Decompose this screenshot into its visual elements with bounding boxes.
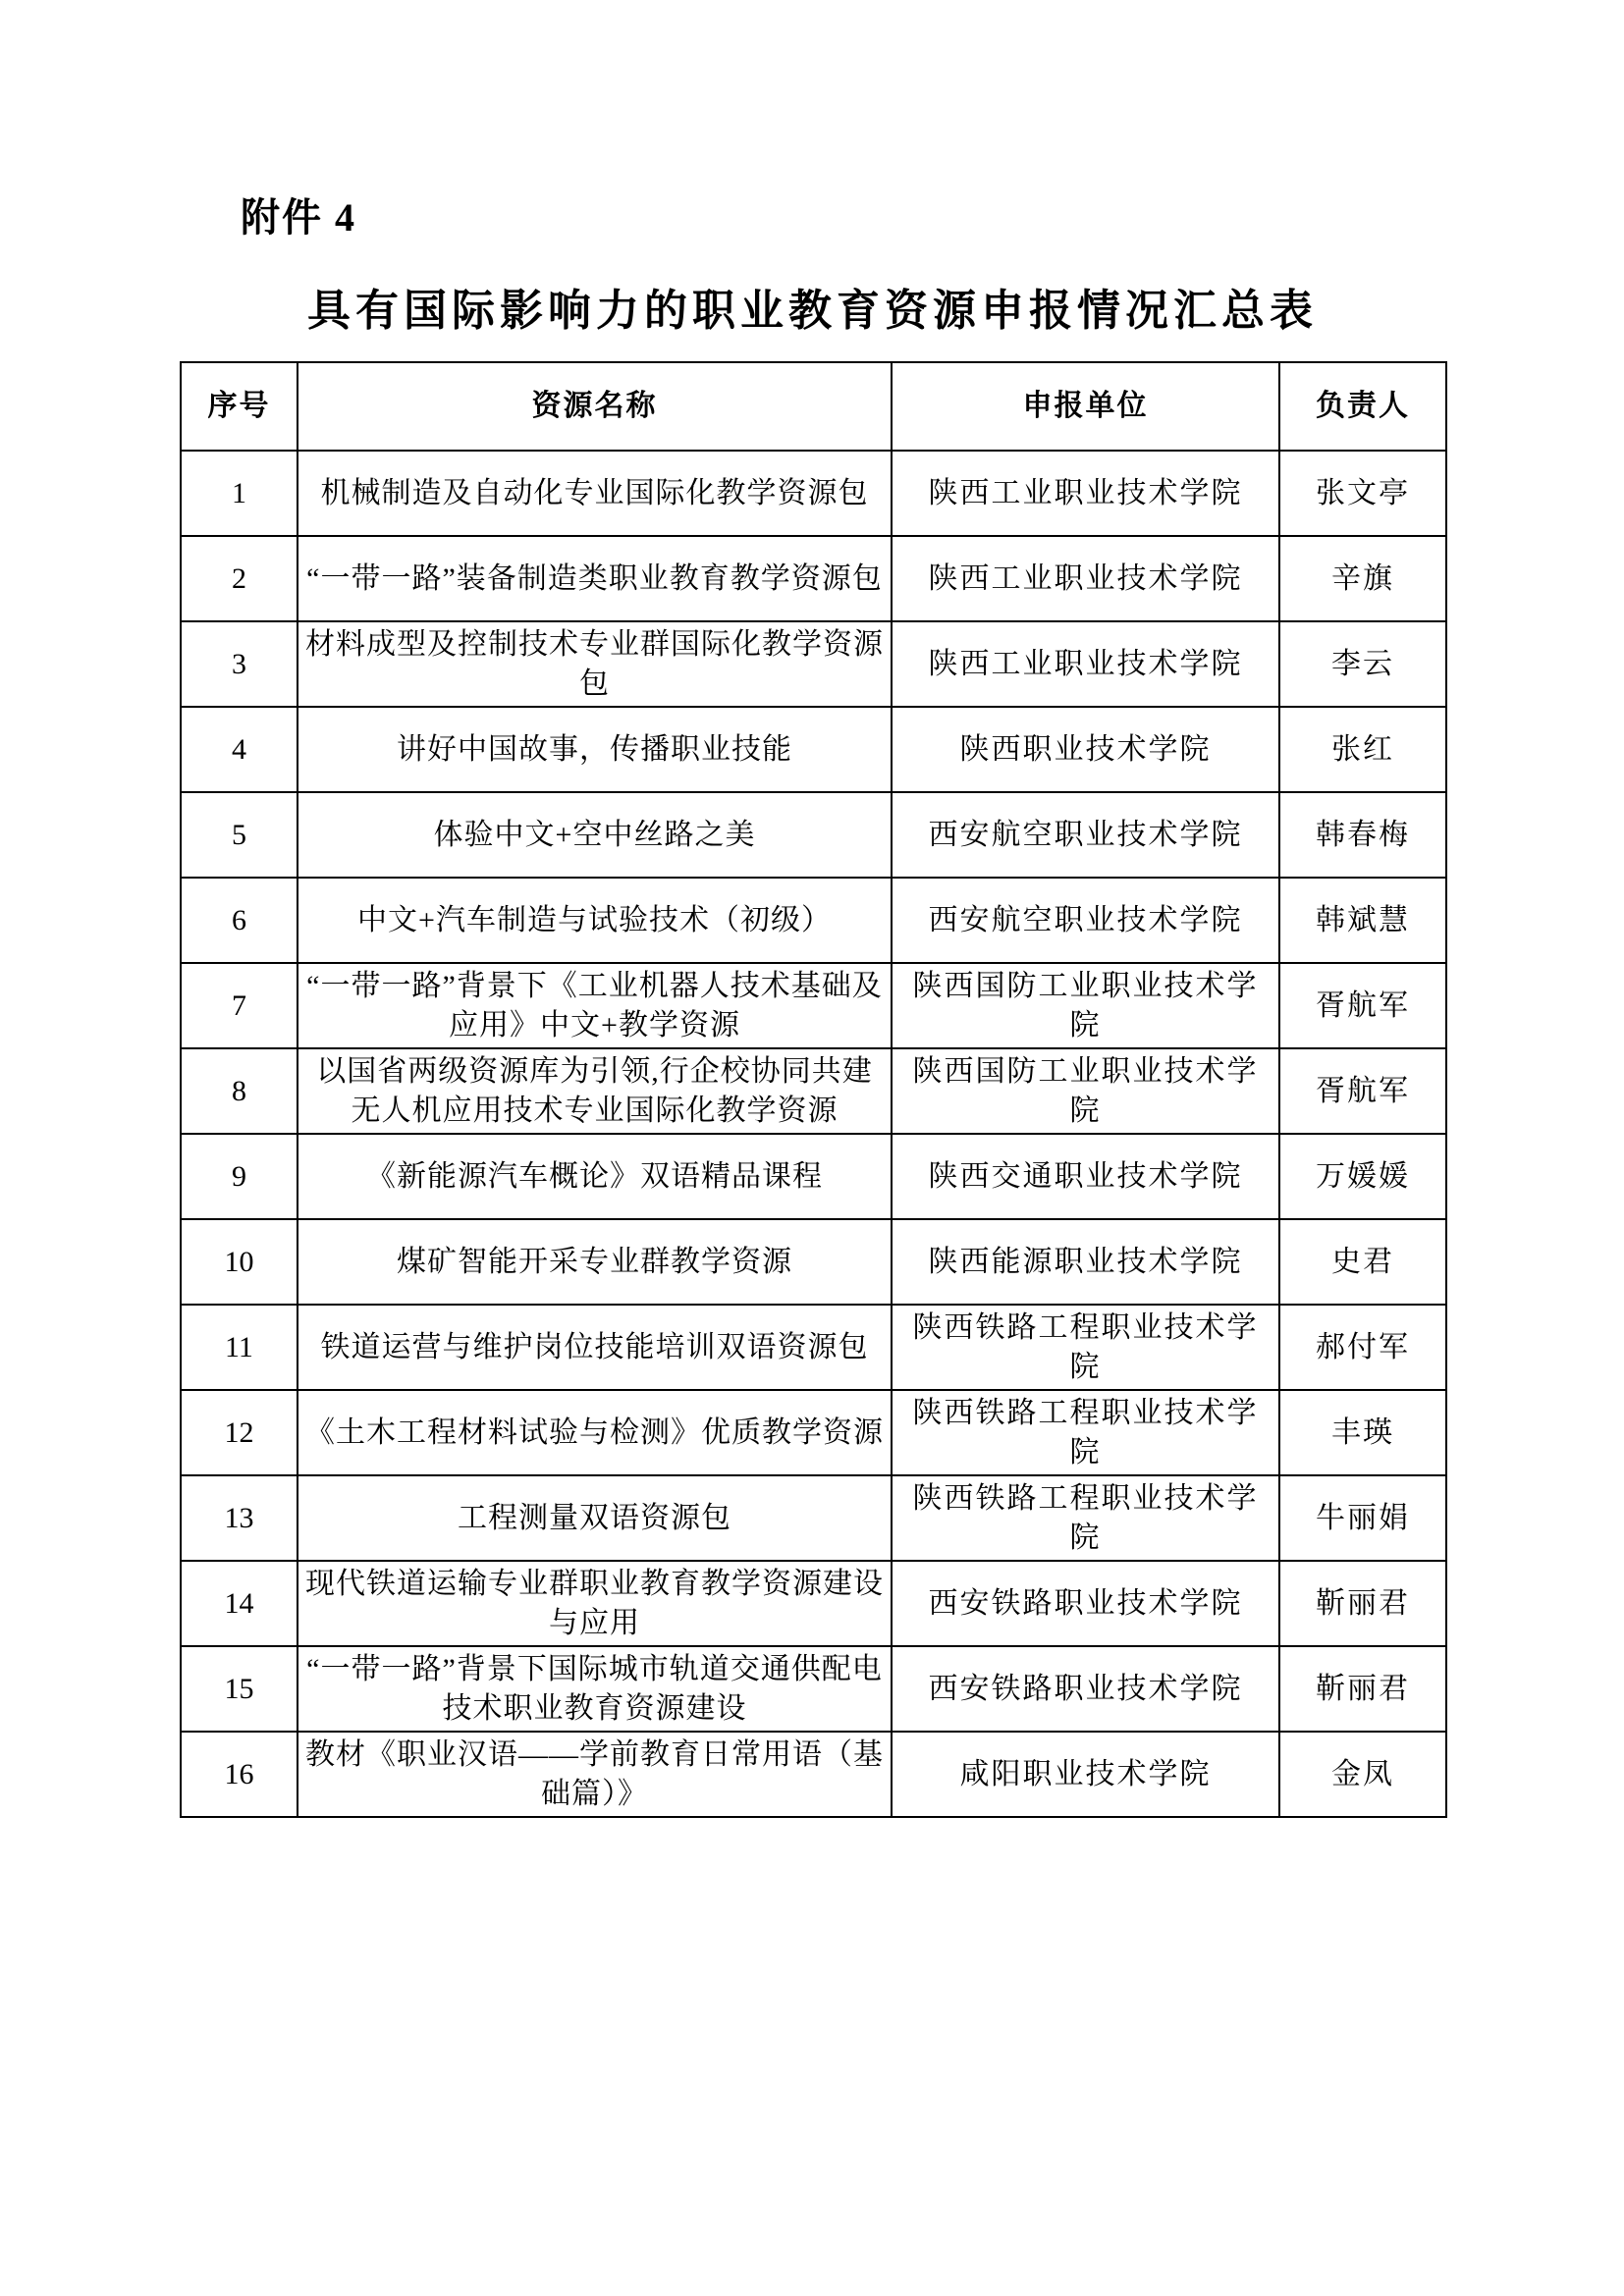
table-row bbox=[181, 1390, 1446, 1475]
column-header-person: 负责人 bbox=[1279, 362, 1446, 451]
cell-person: 辛旗 bbox=[1279, 536, 1446, 621]
cell-name: 体验中文+空中丝路之美 bbox=[298, 792, 892, 878]
summary-table bbox=[180, 361, 1447, 1818]
page-title: 具有国际影响力的职业教育资源申报情况汇总表 bbox=[307, 287, 1318, 335]
cell-no: 5 bbox=[181, 792, 298, 878]
table-row bbox=[181, 1134, 1446, 1219]
cell-person: 张文亭 bbox=[1279, 451, 1446, 536]
cell-unit: 西安铁路职业技术学院 bbox=[892, 1646, 1279, 1732]
cell-unit: 陕西职业技术学院 bbox=[892, 707, 1279, 792]
cell-unit: 咸阳职业技术学院 bbox=[892, 1732, 1279, 1817]
cell-no: 11 bbox=[181, 1305, 298, 1390]
cell-unit: 陕西铁路工程职业技术学院 bbox=[892, 1305, 1279, 1390]
cell-unit: 陕西工业职业技术学院 bbox=[892, 451, 1279, 536]
cell-person: 丰瑛 bbox=[1279, 1390, 1446, 1475]
cell-person: 李云 bbox=[1279, 621, 1446, 707]
column-header-name: 资源名称 bbox=[298, 362, 892, 451]
cell-name: 《新能源汽车概论》双语精品课程 bbox=[298, 1134, 892, 1219]
cell-no: 9 bbox=[181, 1134, 298, 1219]
cell-person: 史君 bbox=[1279, 1219, 1446, 1305]
table-row bbox=[181, 963, 1446, 1048]
cell-person: 靳丽君 bbox=[1279, 1646, 1446, 1732]
cell-unit: 陕西能源职业技术学院 bbox=[892, 1219, 1279, 1305]
table-header-row bbox=[181, 362, 1446, 451]
cell-person: 韩春梅 bbox=[1279, 792, 1446, 878]
cell-name: 铁道运营与维护岗位技能培训双语资源包 bbox=[298, 1305, 892, 1390]
cell-person: 胥航军 bbox=[1279, 963, 1446, 1048]
cell-unit: 陕西交通职业技术学院 bbox=[892, 1134, 1279, 1219]
cell-person: 郝付军 bbox=[1279, 1305, 1446, 1390]
table-row bbox=[181, 707, 1446, 792]
cell-unit: 陕西国防工业职业技术学院 bbox=[892, 963, 1279, 1048]
table-row bbox=[181, 451, 1446, 536]
cell-person: 韩斌慧 bbox=[1279, 878, 1446, 963]
cell-name: 中文+汽车制造与试验技术（初级） bbox=[298, 878, 892, 963]
cell-name: “一带一路”装备制造类职业教育教学资源包 bbox=[298, 536, 892, 621]
cell-name: 煤矿智能开采专业群教学资源 bbox=[298, 1219, 892, 1305]
table-row bbox=[181, 536, 1446, 621]
column-header-no: 序号 bbox=[181, 362, 298, 451]
cell-name: 机械制造及自动化专业国际化教学资源包 bbox=[298, 451, 892, 536]
cell-person: 金凤 bbox=[1279, 1732, 1446, 1817]
table-row bbox=[181, 621, 1446, 707]
cell-name: 讲好中国故事，传播职业技能 bbox=[298, 707, 892, 792]
cell-name: 教材《职业汉语——学前教育日常用语（基础篇）》 bbox=[298, 1732, 892, 1817]
attachment-label: 附件 4 bbox=[241, 195, 356, 240]
cell-unit: 西安铁路职业技术学院 bbox=[892, 1561, 1279, 1646]
cell-no: 10 bbox=[181, 1219, 298, 1305]
cell-unit: 陕西铁路工程职业技术学院 bbox=[892, 1390, 1279, 1475]
cell-no: 7 bbox=[181, 963, 298, 1048]
cell-no: 1 bbox=[181, 451, 298, 536]
table-row bbox=[181, 1048, 1446, 1134]
cell-no: 13 bbox=[181, 1475, 298, 1561]
table-row bbox=[181, 878, 1446, 963]
table-row bbox=[181, 792, 1446, 878]
cell-unit: 陕西工业职业技术学院 bbox=[892, 621, 1279, 707]
cell-no: 15 bbox=[181, 1646, 298, 1732]
cell-person: 靳丽君 bbox=[1279, 1561, 1446, 1646]
cell-person: 胥航军 bbox=[1279, 1048, 1446, 1134]
cell-no: 4 bbox=[181, 707, 298, 792]
table-row bbox=[181, 1561, 1446, 1646]
cell-no: 14 bbox=[181, 1561, 298, 1646]
cell-unit: 西安航空职业技术学院 bbox=[892, 878, 1279, 963]
cell-person: 张红 bbox=[1279, 707, 1446, 792]
column-header-unit: 申报单位 bbox=[892, 362, 1279, 451]
cell-no: 6 bbox=[181, 878, 298, 963]
cell-no: 2 bbox=[181, 536, 298, 621]
cell-name: 以国省两级资源库为引领,行企校协同共建无人机应用技术专业国际化教学资源 bbox=[298, 1048, 892, 1134]
cell-name: “一带一路”背景下《工业机器人技术基础及应用》中文+教学资源 bbox=[298, 963, 892, 1048]
table-row bbox=[181, 1305, 1446, 1390]
cell-unit: 陕西工业职业技术学院 bbox=[892, 536, 1279, 621]
cell-unit: 陕西铁路工程职业技术学院 bbox=[892, 1475, 1279, 1561]
table-row bbox=[181, 1646, 1446, 1732]
cell-name: 《土木工程材料试验与检测》优质教学资源 bbox=[298, 1390, 892, 1475]
table-row bbox=[181, 1475, 1446, 1561]
cell-name: “一带一路”背景下国际城市轨道交通供配电技术职业教育资源建设 bbox=[298, 1646, 892, 1732]
cell-no: 8 bbox=[181, 1048, 298, 1134]
cell-unit: 陕西国防工业职业技术学院 bbox=[892, 1048, 1279, 1134]
cell-name: 现代铁道运输专业群职业教育教学资源建设与应用 bbox=[298, 1561, 892, 1646]
table-row bbox=[181, 1732, 1446, 1817]
cell-name: 材料成型及控制技术专业群国际化教学资源包 bbox=[298, 621, 892, 707]
table-row bbox=[181, 1219, 1446, 1305]
cell-person: 万媛媛 bbox=[1279, 1134, 1446, 1219]
cell-no: 12 bbox=[181, 1390, 298, 1475]
cell-no: 3 bbox=[181, 621, 298, 707]
cell-no: 16 bbox=[181, 1732, 298, 1817]
cell-unit: 西安航空职业技术学院 bbox=[892, 792, 1279, 878]
cell-person: 牛丽娟 bbox=[1279, 1475, 1446, 1561]
cell-name: 工程测量双语资源包 bbox=[298, 1475, 892, 1561]
